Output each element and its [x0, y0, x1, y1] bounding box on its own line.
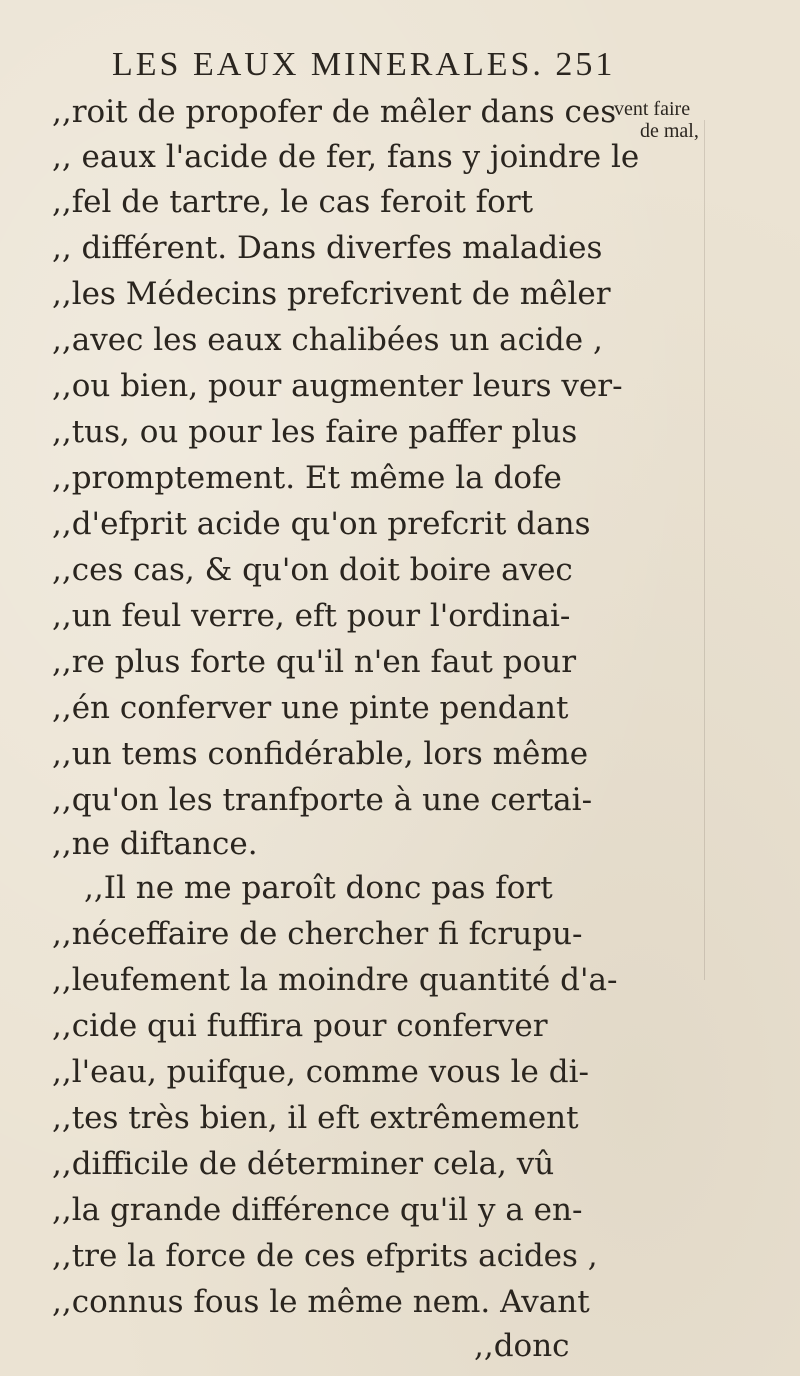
text-line-19: ,,néceffaire de chercher fi fcrupu- [52, 916, 583, 952]
text-line-26: ,,tre la force de ces efprits acides , [52, 1238, 598, 1274]
running-header: LES EAUX MINERALES. 251 [112, 46, 616, 83]
text-line-3: ,,fel de tartre, le cas feroit fort [52, 184, 534, 220]
text-line-14: ,,én conferver une pinte pendant [52, 690, 569, 726]
text-line-25: ,,la grande différence qu'il y a en- [52, 1192, 583, 1228]
text-line-7: ,,ou bien, pour augmenter leurs ver- [52, 368, 623, 404]
text-line-6: ,,avec les eaux chalibées un acide , [52, 322, 603, 358]
text-line-15: ,,un tems confidérable, lors même [52, 736, 589, 772]
text-line-17: ,,ne diftance. [52, 826, 258, 862]
text-line-10: ,,d'efprit acide qu'on prefcrit dans [52, 506, 591, 542]
text-line-5: ,,les Médecins prefcrivent de mêler [52, 276, 611, 312]
text-line-21: ,,cide qui fuffira pour conferver [52, 1008, 548, 1044]
text-line-1: ,,roit de propofer de mêler dans ces [52, 94, 617, 130]
text-line-8: ,,tus, ou pour les faire paffer plus [52, 414, 578, 450]
text-line-22: ,,l'eau, puifque, comme vous le di- [52, 1054, 589, 1090]
text-line-9: ,,promptement. Et même la dofe [52, 460, 562, 496]
catchword: ,,donc [474, 1328, 570, 1364]
text-line-20: ,,leufement la moindre quantité d'a- [52, 962, 618, 998]
text-line-16: ,,qu'on les tranfporte à une certai- [52, 782, 593, 818]
text-line-11: ,,ces cas, & qu'on doit boire avec [52, 552, 573, 588]
text-line-27: ,,connus fous le même nem. Avant [52, 1284, 590, 1320]
margin-note-line-1: vent faire [614, 98, 691, 120]
text-line-13: ,,re plus forte qu'il n'en faut pour [52, 644, 577, 680]
text-line-2: ,, eaux l'acide de fer, fans y joindre le [52, 139, 640, 175]
gutter-shadow [704, 120, 705, 980]
text-line-4: ,, différent. Dans diverfes maladies [52, 230, 603, 266]
text-line-24: ,,difficile de déterminer cela, vû [52, 1146, 555, 1182]
text-line-18: ,,Il ne me paroît donc pas fort [84, 870, 553, 906]
text-line-23: ,,tes très bien, il eft extrêmement [52, 1100, 579, 1136]
text-line-12: ,,un feul verre, eft pour l'ordinai- [52, 598, 571, 634]
margin-note-line-2: de mal, [640, 120, 699, 142]
